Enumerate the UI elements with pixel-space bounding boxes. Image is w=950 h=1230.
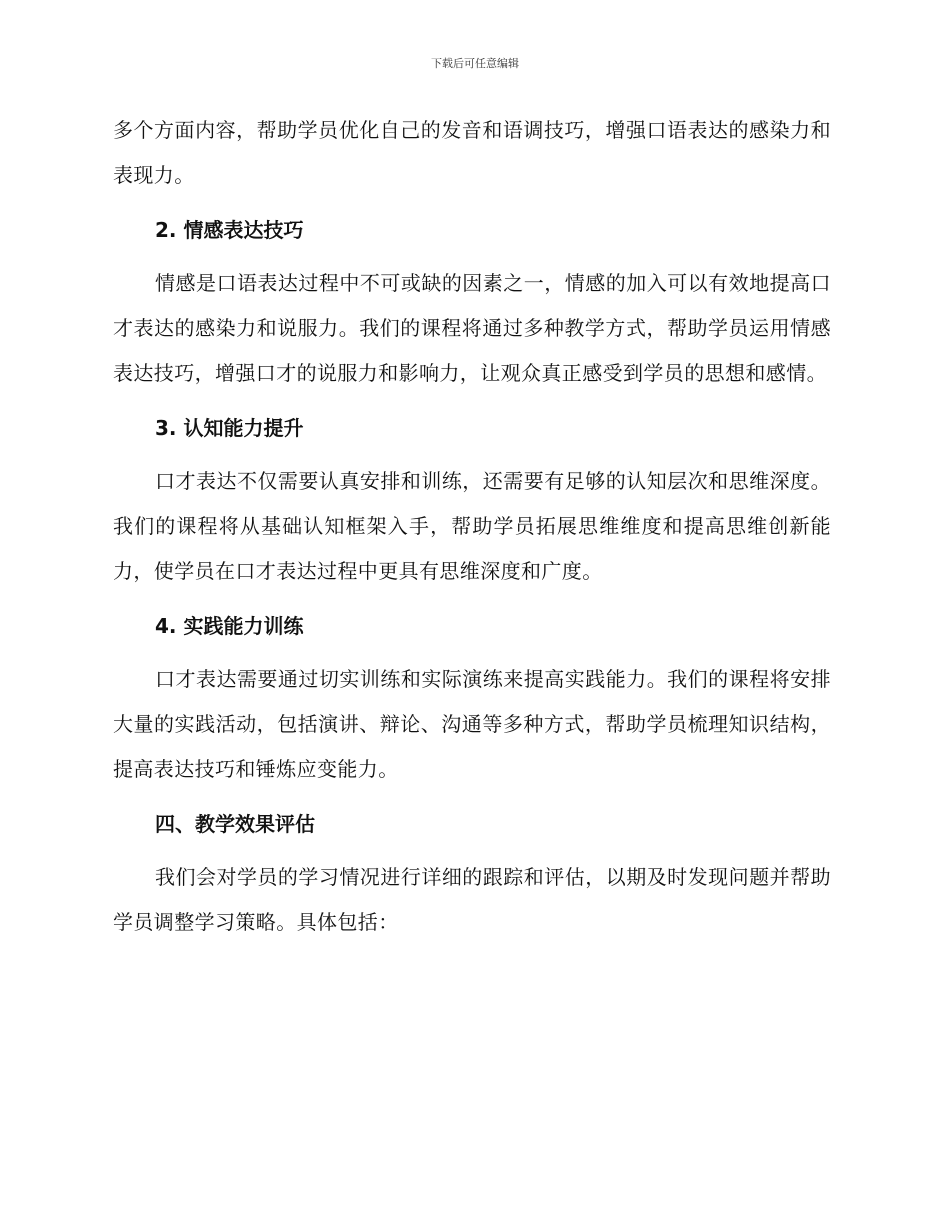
paragraph-pronunciation-continued: 多个方面内容，帮助学员优化自己的发音和语调技巧，增强口语表达的感染力和表现力。 <box>113 118 831 187</box>
heading-cognitive-ability: 3. 认知能力提升 <box>155 416 304 440</box>
document-body <box>113 108 831 945</box>
paragraph-cognitive-ability: 口才表达不仅需要认真安排和训练，还需要有足够的认知层次和思维深度。我们的课程将从基础认知框架入手，帮助学员拓展思维维度和提高思维创新能力，使学员在口才表达过程中更具有思维深度和广度。 <box>113 469 831 583</box>
heading-practical-training: 4. 实践能力训练 <box>155 614 304 638</box>
paragraph-emotional-expression: 情感是口语表达过程中不可或缺的因素之一，情感的加入可以有效地提高口才表达的感染力和说服力。我们的课程将通过多种教学方式，帮助学员运用情感表达技巧，增强口才的说服力和影响力，让观众真正感受到学员的思想和感情。 <box>113 271 831 385</box>
heading-emotional-expression: 2. 情感表达技巧 <box>155 218 304 242</box>
header-note: 下载后可任意编辑 <box>431 57 519 70</box>
paragraph-practical-training: 口才表达需要通过切实训练和实际演练来提高实践能力。我们的课程将安排大量的实践活动，包括演讲、辩论、沟通等多种方式，帮助学员梳理知识结构，提高表达技巧和锤炼应变能力。 <box>113 667 831 781</box>
paragraph-teaching-evaluation: 我们会对学员的学习情况进行详细的跟踪和评估，以期及时发现问题并帮助学员调整学习策略。具体包括： <box>113 865 831 934</box>
heading-teaching-evaluation: 四、教学效果评估 <box>155 812 315 836</box>
